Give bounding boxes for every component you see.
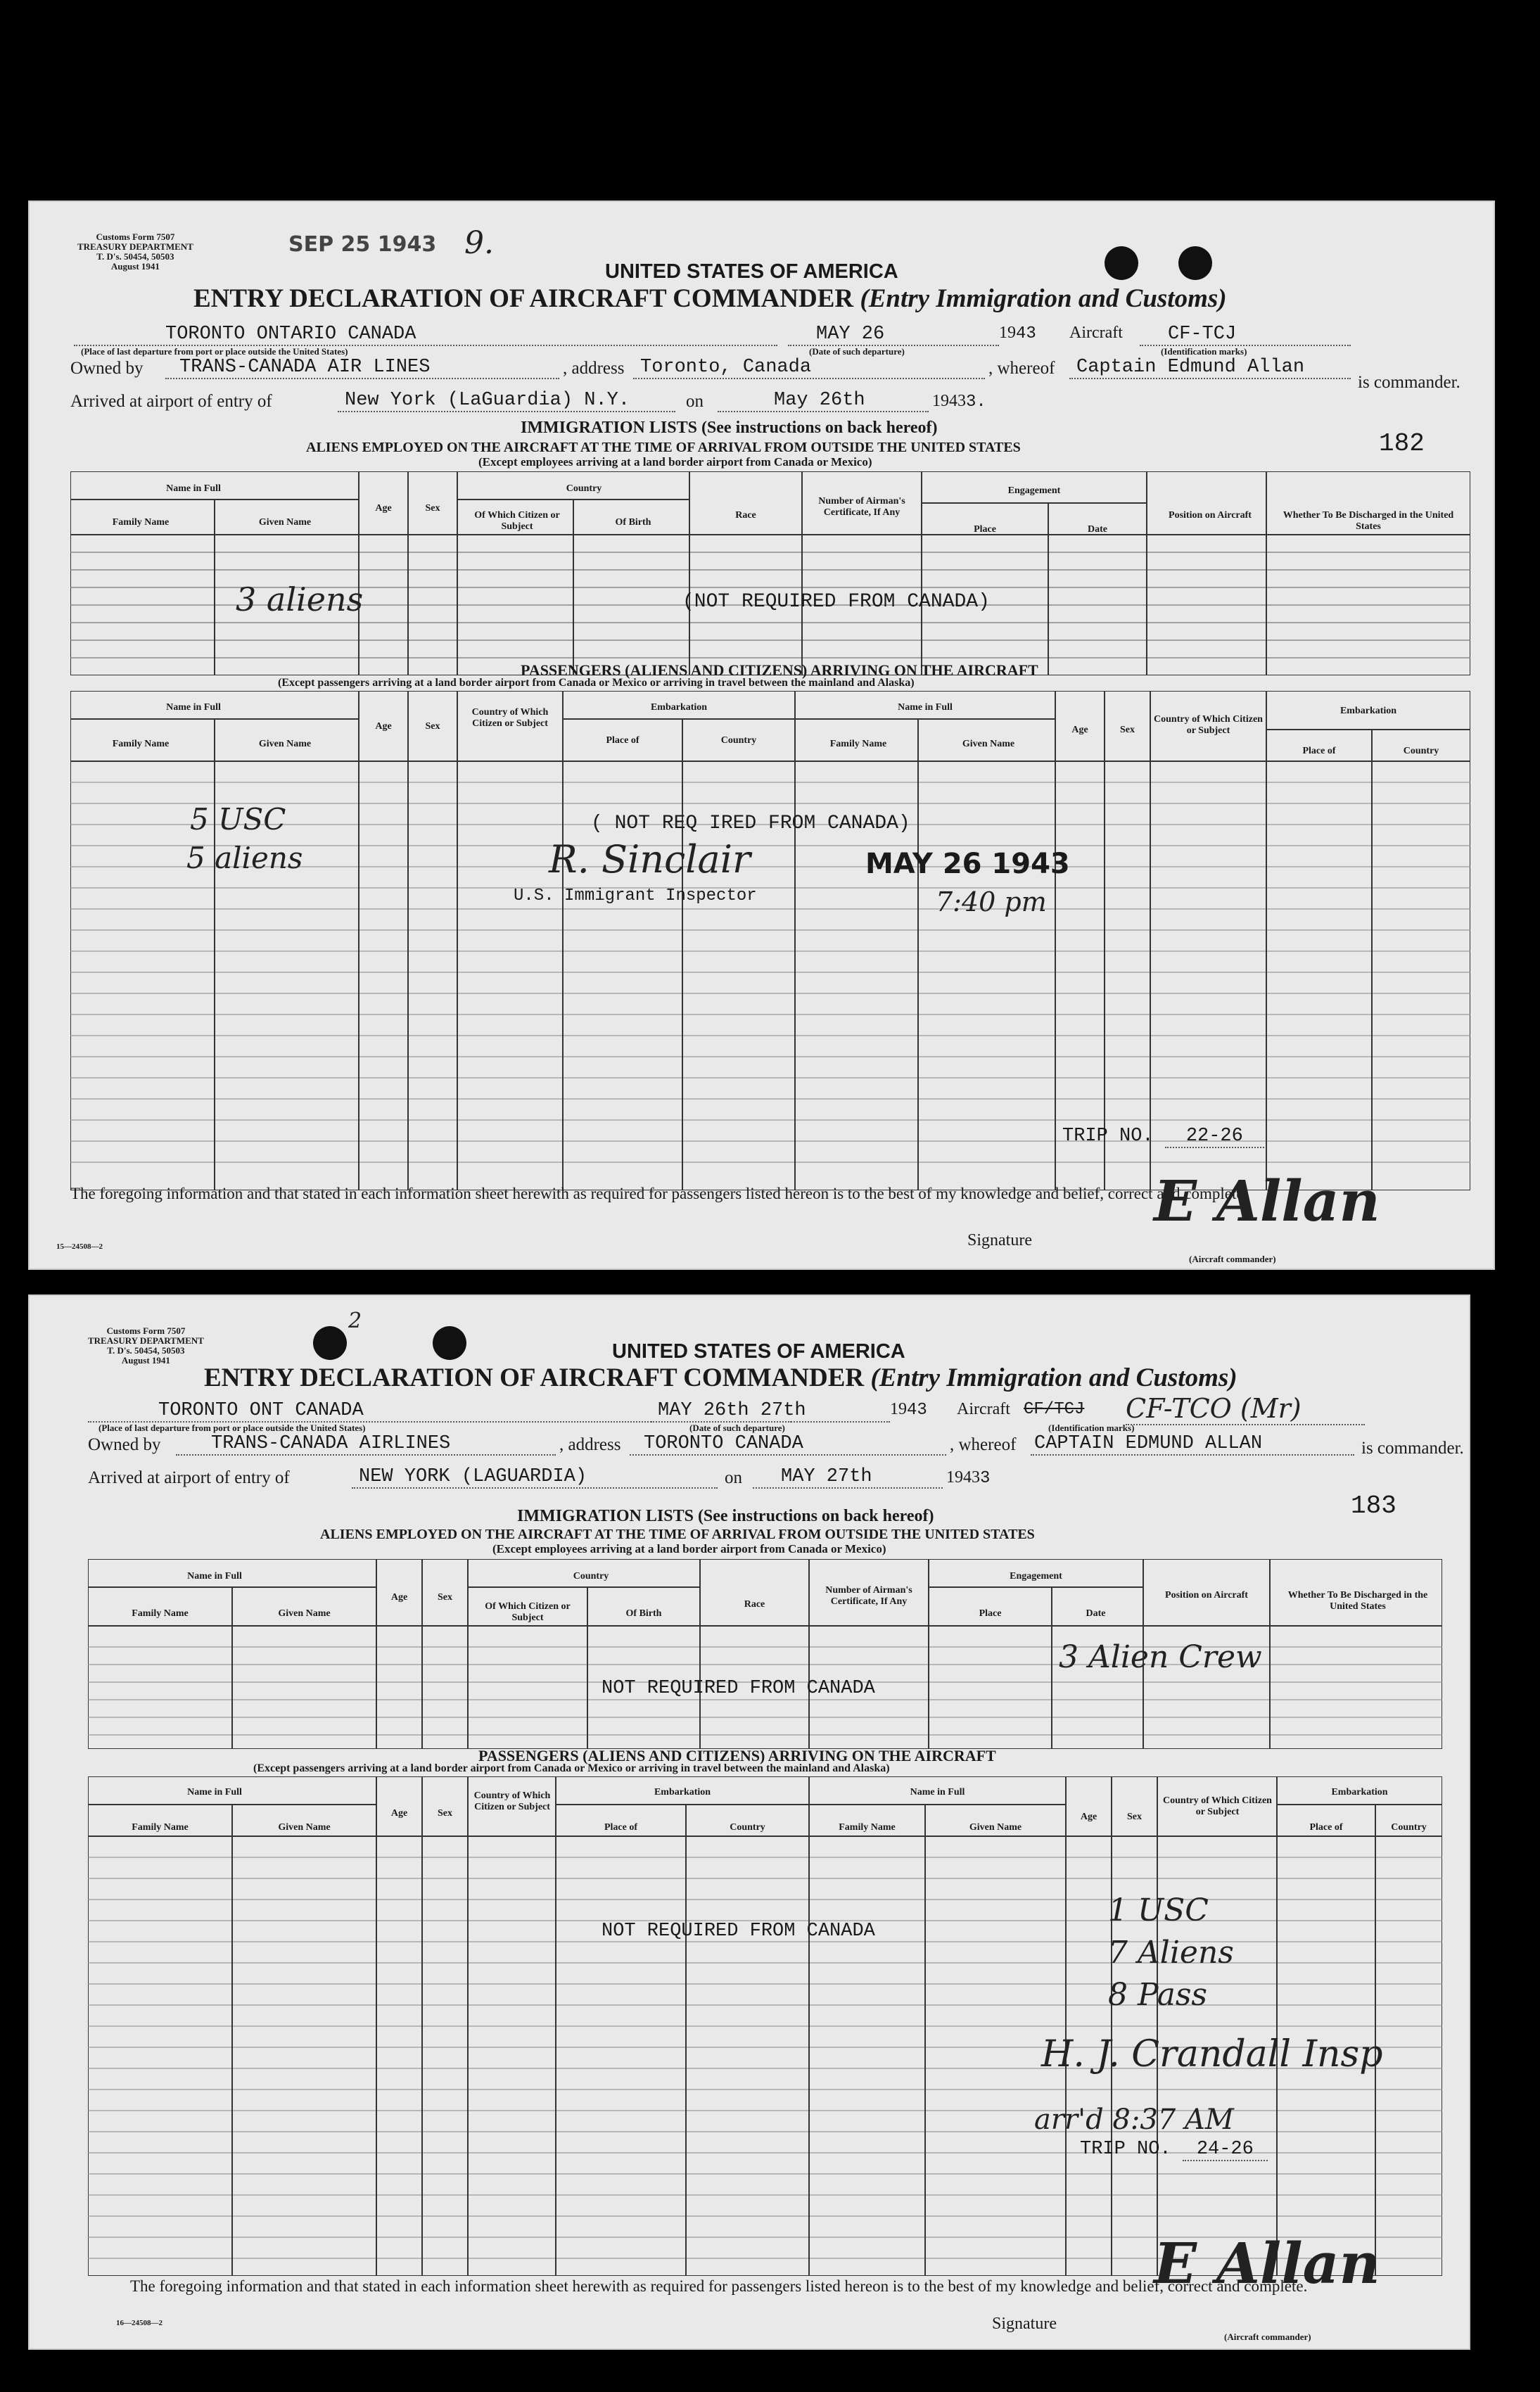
aircraft-id-struck: CF/TCJ <box>1024 1400 1085 1419</box>
col-family-name: Family Name <box>132 1608 189 1619</box>
col-citizen-of: Of Which Citizen or Subject <box>485 1601 571 1623</box>
aircraft-id: CF-TCJ <box>1140 324 1351 346</box>
arrival-date: MAY 27th <box>753 1466 943 1489</box>
inspector-date-stamp: MAY 26 1943 <box>865 848 1070 880</box>
signature-label: Signature <box>992 2315 1057 2333</box>
p-col-name-in-full: Name in Full <box>166 702 221 713</box>
country-heading: UNITED STATES OF AMERICA <box>605 260 898 283</box>
p-col-given-name-2: Given Name <box>969 1822 1022 1833</box>
passenger-note-usc: 5 USC <box>190 802 286 836</box>
on-label: on <box>686 392 704 411</box>
passengers-subheading: (Except passengers arriving at a land border airport from Canada or Mexico or arriving in travel between the mainland and Alaska) <box>253 1762 890 1774</box>
departure-year: 1943 <box>890 1400 927 1420</box>
departure-date-caption: (Date of such departure) <box>809 346 905 357</box>
punch-hole <box>313 1326 347 1360</box>
country-heading: UNITED STATES OF AMERICA <box>612 1340 905 1363</box>
col-race: Race <box>735 510 756 521</box>
col-given-name: Given Name <box>258 517 312 528</box>
p-col-country-citizen-2: Country of Which Citizen or Subject <box>1154 714 1263 736</box>
passenger-table <box>70 691 1470 1190</box>
arrival-airport: New York (LaGuardia) N.Y. <box>338 390 675 412</box>
p-col-country: Country <box>720 735 757 746</box>
form-id-block: Customs Form 7507 TREASURY DEPARTMENT T. D's. 50454, 50503 August 1941 <box>88 1325 204 1366</box>
inspector-title: U.S. Immigrant Inspector <box>514 886 757 905</box>
passenger-note-aliens: 7 Aliens <box>1108 1935 1234 1971</box>
print-code: 16—24508—2 <box>116 2319 163 2327</box>
is-commander-label: is commander. <box>1358 373 1461 392</box>
aliens-subheading: (Except employees arriving at a land border airport from Canada or Mexico) <box>492 1542 886 1556</box>
col-position: Position on Aircraft <box>1169 510 1252 521</box>
aircraft-label: Aircraft <box>957 1400 1010 1418</box>
crew-handwritten-note: 3 Alien Crew <box>1059 1639 1262 1675</box>
whereof-label: , whereof <box>988 359 1055 378</box>
arrival-time-note: arr'd 8:37 AM <box>1034 2104 1234 2136</box>
p-col-family-name: Family Name <box>112 739 170 749</box>
passenger-note-aliens: 5 aliens <box>186 841 303 875</box>
col-airman-cert: Number of Airman's Certificate, If Any <box>818 496 905 518</box>
p-col-place-of: Place of <box>604 1822 638 1833</box>
departure-date: MAY 26th 27th <box>651 1400 890 1423</box>
form-title: ENTRY DECLARATION OF AIRCRAFT COMMANDER (Entry Immigration and Customs) <box>193 284 1227 313</box>
arrival-year: 19433. <box>932 392 986 412</box>
owner: TRANS-CANADA AIR LINES <box>165 357 559 379</box>
p-col-country-citizen: Country of Which Citizen or Subject <box>473 1790 551 1812</box>
p-col-country-citizen: Country of Which Citizen or Subject <box>471 707 549 729</box>
p-col-country-citizen-2: Country of Which Citizen or Subject <box>1163 1795 1272 1817</box>
col-discharged: Whether To Be Discharged in the United States <box>1287 1590 1428 1612</box>
p-col-embarkation-2: Embarkation <box>1331 1787 1388 1798</box>
p-col-given-name: Given Name <box>258 739 312 749</box>
passenger-not-required-stamp: ( NOT REQ IRED FROM CANADA) <box>591 813 910 834</box>
form-id-block: Customs Form 7507 TREASURY DEPARTMENT T. D's. 50454, 50503 August 1941 <box>77 231 193 272</box>
crew-not-required-stamp: (NOT REQUIRED FROM CANADA) <box>682 591 990 613</box>
is-commander-label: is commander. <box>1361 1439 1464 1458</box>
owner-address: Toronto, Canada <box>633 357 985 379</box>
lists-title: IMMIGRATION LISTS (See instructions on back hereof) <box>517 1507 934 1525</box>
inspector-signature: R. Sinclair <box>549 837 751 882</box>
trip-number: TRIP NO. 24-26 <box>1080 2139 1268 2160</box>
declaration-text: The foregoing information and that stated in each information sheet herewith as required for passengers listed hereon is to the best of my knowledge and belief, correct and complete. <box>70 1185 1248 1202</box>
departure-place-caption: (Place of last departure from port or place outside the United States) <box>81 346 348 357</box>
p-col-country-2: Country <box>1391 1822 1427 1833</box>
col-age: Age <box>375 503 392 514</box>
p-col-name-in-full-2: Name in Full <box>898 702 953 713</box>
passengers-subheading: (Except passengers arriving at a land border airport from Canada or Mexico or arriving in travel between the mainland and Alaska) <box>278 677 915 689</box>
p-col-sex: Sex <box>425 721 440 732</box>
col-country: Country <box>566 483 602 494</box>
trip-number: TRIP NO. 22-26 <box>1062 1126 1264 1147</box>
commander-signature: E Allan <box>1154 2230 1380 2296</box>
p-col-sex-2: Sex <box>1120 725 1135 735</box>
col-family-name: Family Name <box>112 517 170 528</box>
owner: TRANS-CANADA AIRLINES <box>176 1433 556 1456</box>
crew-table <box>70 471 1470 675</box>
arrival-year: 19433 <box>946 1468 991 1488</box>
commander-signature: E Allan <box>1154 1168 1380 1234</box>
p-col-embarkation: Embarkation <box>650 702 708 713</box>
commander-name: Captain Edmund Allan <box>1069 357 1351 379</box>
crew-not-required-stamp: NOT REQUIRED FROM CANADA <box>602 1678 875 1699</box>
col-date: Date <box>1086 1608 1106 1619</box>
signature-label: Signature <box>967 1231 1032 1249</box>
p-col-place-of-2: Place of <box>1309 1822 1343 1833</box>
aircraft-caption: (Identification marks) <box>1161 346 1247 357</box>
departure-year: 1943 <box>999 324 1036 343</box>
col-of-birth: Of Birth <box>615 517 651 528</box>
col-name-in-full: Name in Full <box>166 483 221 494</box>
passengers-heading: PASSENGERS (ALIENS AND CITIZENS) ARRIVING ON THE AIRCRAFT <box>521 661 1038 679</box>
aircraft-id: CF-TCO (Mr) <box>1126 1393 1365 1425</box>
col-date: Date <box>1088 524 1107 535</box>
p-col-age: Age <box>375 721 392 732</box>
aliens-heading: ALIENS EMPLOYED ON THE AIRCRAFT AT THE TIME OF ARRIVAL FROM OUTSIDE THE UNITED STATES <box>320 1527 1035 1542</box>
p-col-embarkation-2: Embarkation <box>1339 706 1397 716</box>
col-of-birth: Of Birth <box>625 1608 662 1619</box>
on-label: on <box>725 1468 742 1487</box>
col-place: Place <box>979 1608 1002 1619</box>
arrived-label: Arrived at airport of entry of <box>70 392 272 411</box>
p-col-family-name-2: Family Name <box>829 739 887 749</box>
passenger-note-usc: 1 USC <box>1108 1892 1209 1928</box>
crew-handwritten-note: 3 aliens <box>236 580 364 618</box>
lists-title: IMMIGRATION LISTS (See instructions on back hereof) <box>521 419 938 437</box>
p-col-country: Country <box>730 1822 765 1833</box>
declaration-form-1 <box>28 201 1495 1270</box>
commander-name: CAPTAIN EDMUND ALLAN <box>1031 1433 1354 1456</box>
departure-date: MAY 26 <box>788 324 999 346</box>
serial-number: 182 <box>1379 429 1425 458</box>
col-place: Place <box>974 524 996 535</box>
col-name-in-full: Name in Full <box>187 1571 242 1582</box>
col-engagement: Engagement <box>1010 1571 1062 1582</box>
p-col-sex-2: Sex <box>1127 1812 1142 1822</box>
departure-place: TORONTO ONTARIO CANADA <box>74 324 777 346</box>
arrival-date: May 26th <box>718 390 929 412</box>
departure-place: TORONTO ONT CANADA <box>88 1400 791 1423</box>
address-label: , address <box>563 359 625 378</box>
punch-hole <box>433 1326 466 1360</box>
aliens-heading: ALIENS EMPLOYED ON THE AIRCRAFT AT THE TIME OF ARRIVAL FROM OUTSIDE THE UNITED STATES <box>306 440 1021 455</box>
arrival-airport: NEW YORK (LAGUARDIA) <box>352 1466 718 1489</box>
col-airman-cert: Number of Airman's Certificate, If Any <box>825 1585 912 1607</box>
col-citizen-of: Of Which Citizen or Subject <box>474 510 560 532</box>
inspector-signature: H. J. Crandall Insp <box>1041 2033 1383 2075</box>
col-position: Position on Aircraft <box>1165 1590 1248 1601</box>
signature-caption: (Aircraft commander) <box>1224 2331 1311 2342</box>
p-col-country-2: Country <box>1403 746 1439 756</box>
declaration-text: The foregoing information and that stated in each information sheet herewith as required for passengers listed hereon is to the best of my knowledge and belief, correct and complete. <box>130 2277 1308 2295</box>
p-col-place-of: Place of <box>606 735 639 746</box>
arrived-label: Arrived at airport of entry of <box>88 1468 290 1487</box>
p-col-name-in-full-2: Name in Full <box>910 1787 965 1798</box>
passenger-table <box>88 1776 1442 2276</box>
whereof-label: , whereof <box>950 1435 1017 1454</box>
aircraft-label: Aircraft <box>1069 324 1123 342</box>
departure-place-caption: (Place of last departure from port or place outside the United States) <box>98 1423 366 1433</box>
p-col-given-name: Given Name <box>278 1822 331 1833</box>
p-col-sex: Sex <box>438 1808 452 1819</box>
aircraft-caption: (Identification marks) <box>1048 1423 1135 1433</box>
passengers-heading: PASSENGERS (ALIENS AND CITIZENS) ARRIVING ON THE AIRCRAFT <box>478 1747 996 1764</box>
p-col-given-name-2: Given Name <box>962 739 1015 749</box>
print-code: 15—24508—2 <box>56 1242 103 1251</box>
p-col-age: Age <box>390 1808 408 1819</box>
p-col-embarkation: Embarkation <box>654 1787 711 1798</box>
stamp-mark: 9. <box>464 225 494 261</box>
inspector-time: 7:40 pm <box>936 886 1047 917</box>
p-col-family-name: Family Name <box>132 1822 189 1833</box>
signature-caption: (Aircraft commander) <box>1189 1254 1276 1264</box>
col-age: Age <box>390 1592 408 1603</box>
declaration-form-2 <box>28 1294 1470 2350</box>
p-col-age-2: Age <box>1071 725 1088 735</box>
stamp-mark: 2 <box>348 1309 362 1333</box>
address-label: , address <box>559 1435 621 1454</box>
p-col-age-2: Age <box>1080 1812 1097 1822</box>
col-engagement: Engagement <box>1007 485 1061 496</box>
passenger-not-required-stamp: NOT REQUIRED FROM CANADA <box>602 1921 875 1942</box>
departure-date-caption: (Date of such departure) <box>689 1423 785 1433</box>
col-race: Race <box>744 1599 765 1610</box>
aliens-subheading: (Except employees arriving at a land border airport from Canada or Mexico) <box>478 455 872 469</box>
owner-address: TORONTO CANADA <box>630 1433 946 1456</box>
serial-number: 183 <box>1351 1491 1396 1520</box>
col-country: Country <box>573 1571 609 1582</box>
received-stamp: SEP 25 1943 <box>288 232 437 257</box>
col-discharged: Whether To Be Discharged in the United States <box>1283 510 1454 532</box>
col-sex: Sex <box>425 503 440 514</box>
col-sex: Sex <box>438 1592 452 1603</box>
owned-by-label: Owned by <box>88 1435 161 1454</box>
passenger-note-total: 8 Pass <box>1108 1977 1208 2013</box>
owned-by-label: Owned by <box>70 359 144 378</box>
punch-hole <box>1105 246 1138 280</box>
p-col-place-of-2: Place of <box>1302 746 1336 756</box>
p-col-name-in-full: Name in Full <box>187 1787 242 1798</box>
form-title: ENTRY DECLARATION OF AIRCRAFT COMMANDER (Entry Immigration and Customs) <box>204 1363 1237 1392</box>
punch-hole <box>1178 246 1212 280</box>
col-given-name: Given Name <box>278 1608 331 1619</box>
p-col-family-name-2: Family Name <box>839 1822 896 1833</box>
